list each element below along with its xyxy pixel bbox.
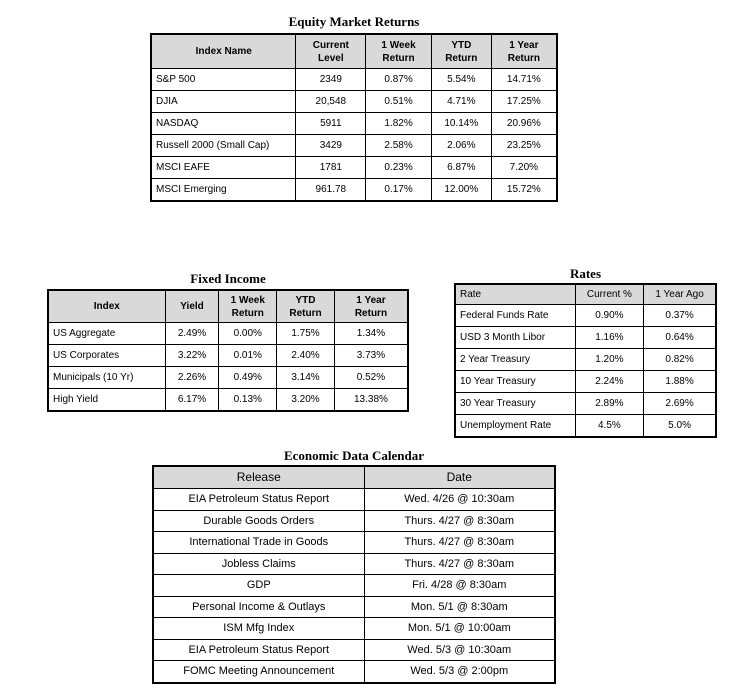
table-cell: Thurs. 4/27 @ 8:30am (364, 553, 555, 575)
table-cell: 30 Year Treasury (455, 393, 575, 415)
table-row (153, 661, 555, 683)
fixed-income-title: Fixed Income (190, 271, 266, 286)
table-cell: 10 Year Treasury (455, 371, 575, 393)
economic-calendar-title: Economic Data Calendar (283, 448, 425, 463)
table-cell: US Aggregate (48, 323, 165, 345)
table-cell: 0.64% (644, 327, 716, 349)
column-header: Index Name (151, 34, 296, 69)
table-cell: 1781 (296, 157, 366, 179)
table-row (151, 135, 557, 157)
table-cell: 14.71% (491, 69, 557, 91)
table-row (153, 639, 555, 661)
table-row (153, 510, 555, 532)
table-cell: 961.78 (296, 179, 366, 202)
table-row (455, 393, 716, 415)
table-cell: 1.16% (575, 327, 643, 349)
fixed-income-table (47, 289, 409, 412)
table-cell: 2.26% (165, 367, 219, 389)
table-cell: Federal Funds Rate (455, 305, 575, 327)
rates-title: Rates (569, 266, 602, 281)
table-cell: 2.89% (575, 393, 643, 415)
table-row (153, 596, 555, 618)
table-row (151, 179, 557, 202)
table-cell: MSCI Emerging (151, 179, 296, 202)
table-row (48, 323, 408, 345)
table-cell: 0.90% (575, 305, 643, 327)
table-cell: FOMC Meeting Announcement (153, 661, 364, 683)
header-row (455, 284, 716, 305)
table-cell: Thurs. 4/27 @ 8:30am (364, 532, 555, 554)
table-cell: 0.01% (219, 345, 277, 367)
table-cell: 2.40% (277, 345, 335, 367)
table-cell: 1.88% (644, 371, 716, 393)
table-cell: 15.72% (491, 179, 557, 202)
table-cell: Wed. 5/3 @ 10:30am (364, 639, 555, 661)
rates-table (454, 283, 717, 438)
table-cell: 3.14% (277, 367, 335, 389)
column-header: Current Level (296, 34, 366, 69)
table-cell: 7.20% (491, 157, 557, 179)
table-cell: 3.20% (277, 389, 335, 412)
table-cell: Fri. 4/28 @ 8:30am (364, 575, 555, 597)
column-header: 1 Year Return (334, 290, 408, 323)
column-header: Release (153, 466, 364, 489)
column-header: 1 Year Ago (644, 284, 716, 305)
table-cell: 23.25% (491, 135, 557, 157)
table-cell: 2.58% (366, 135, 432, 157)
table-cell: 5911 (296, 113, 366, 135)
table-cell: 0.17% (366, 179, 432, 202)
table-cell: 0.52% (334, 367, 408, 389)
column-header: Date (364, 466, 555, 489)
table-row (153, 532, 555, 554)
column-header: 1 Year Return (491, 34, 557, 69)
table-cell: 6.17% (165, 389, 219, 412)
table-cell: 6.87% (431, 157, 491, 179)
header-row (151, 34, 557, 69)
table-cell: International Trade in Goods (153, 532, 364, 554)
table-cell: Wed. 4/26 @ 10:30am (364, 489, 555, 511)
table-row (48, 389, 408, 412)
table-cell: 2.49% (165, 323, 219, 345)
column-header: 1 Week Return (219, 290, 277, 323)
table-cell: 0.00% (219, 323, 277, 345)
table-cell: Personal Income & Outlays (153, 596, 364, 618)
table-cell: 2349 (296, 69, 366, 91)
table-cell: 0.23% (366, 157, 432, 179)
table-cell: 3429 (296, 135, 366, 157)
table-cell: 4.71% (431, 91, 491, 113)
table-cell: MSCI EAFE (151, 157, 296, 179)
table-cell: 2 Year Treasury (455, 349, 575, 371)
equity-table (150, 33, 558, 202)
table-cell: 10.14% (431, 113, 491, 135)
table-cell: 1.82% (366, 113, 432, 135)
economic-calendar-table (152, 465, 556, 684)
table-row (455, 415, 716, 438)
table-cell: ISM Mfg Index (153, 618, 364, 640)
table-cell: 5.54% (431, 69, 491, 91)
table-cell: EIA Petroleum Status Report (153, 639, 364, 661)
table-row (455, 327, 716, 349)
table-cell: 4.5% (575, 415, 643, 438)
table-cell: 20.96% (491, 113, 557, 135)
table-cell: Municipals (10 Yr) (48, 367, 165, 389)
table-row (455, 349, 716, 371)
table-cell: Mon. 5/1 @ 10:00am (364, 618, 555, 640)
column-header: Current % (575, 284, 643, 305)
table-cell: NASDAQ (151, 113, 296, 135)
table-cell: 5.0% (644, 415, 716, 438)
table-cell: Jobless Claims (153, 553, 364, 575)
column-header: 1 Week Return (366, 34, 432, 69)
table-row (151, 157, 557, 179)
table-cell: USD 3 Month Libor (455, 327, 575, 349)
column-header: YTD Return (431, 34, 491, 69)
table-row (151, 91, 557, 113)
header-row (153, 466, 555, 489)
table-cell: 0.49% (219, 367, 277, 389)
table-cell: 13.38% (334, 389, 408, 412)
table-row (151, 113, 557, 135)
table-cell: Wed. 5/3 @ 2:00pm (364, 661, 555, 683)
table-cell: Durable Goods Orders (153, 510, 364, 532)
table-cell: 0.82% (644, 349, 716, 371)
table-cell: 0.13% (219, 389, 277, 412)
table-cell: 20,548 (296, 91, 366, 113)
column-header: Index (48, 290, 165, 323)
table-row (48, 367, 408, 389)
table-cell: Mon. 5/1 @ 8:30am (364, 596, 555, 618)
header-row (48, 290, 408, 323)
table-cell: EIA Petroleum Status Report (153, 489, 364, 511)
table-cell: 2.24% (575, 371, 643, 393)
table-row (455, 371, 716, 393)
table-cell: GDP (153, 575, 364, 597)
table-cell: 2.06% (431, 135, 491, 157)
table-row (153, 575, 555, 597)
table-cell: High Yield (48, 389, 165, 412)
table-row (153, 553, 555, 575)
table-cell: 1.20% (575, 349, 643, 371)
table-cell: S&P 500 (151, 69, 296, 91)
table-row (48, 345, 408, 367)
table-cell: Russell 2000 (Small Cap) (151, 135, 296, 157)
table-cell: 0.87% (366, 69, 432, 91)
table-row (455, 305, 716, 327)
table-cell: 17.25% (491, 91, 557, 113)
table-cell: Thurs. 4/27 @ 8:30am (364, 510, 555, 532)
table-cell: 3.22% (165, 345, 219, 367)
table-cell: 1.34% (334, 323, 408, 345)
table-row (153, 618, 555, 640)
table-cell: 1.75% (277, 323, 335, 345)
column-header: YTD Return (277, 290, 335, 323)
table-row (153, 489, 555, 511)
table-cell: 3.73% (334, 345, 408, 367)
table-cell: DJIA (151, 91, 296, 113)
table-row (151, 69, 557, 91)
table-cell: 12.00% (431, 179, 491, 202)
column-header: Yield (165, 290, 219, 323)
equity-title: Equity Market Returns (288, 14, 420, 29)
table-cell: 2.69% (644, 393, 716, 415)
table-cell: Unemployment Rate (455, 415, 575, 438)
table-cell: 0.37% (644, 305, 716, 327)
table-cell: 0.51% (366, 91, 432, 113)
table-cell: US Corporates (48, 345, 165, 367)
column-header: Rate (455, 284, 575, 305)
